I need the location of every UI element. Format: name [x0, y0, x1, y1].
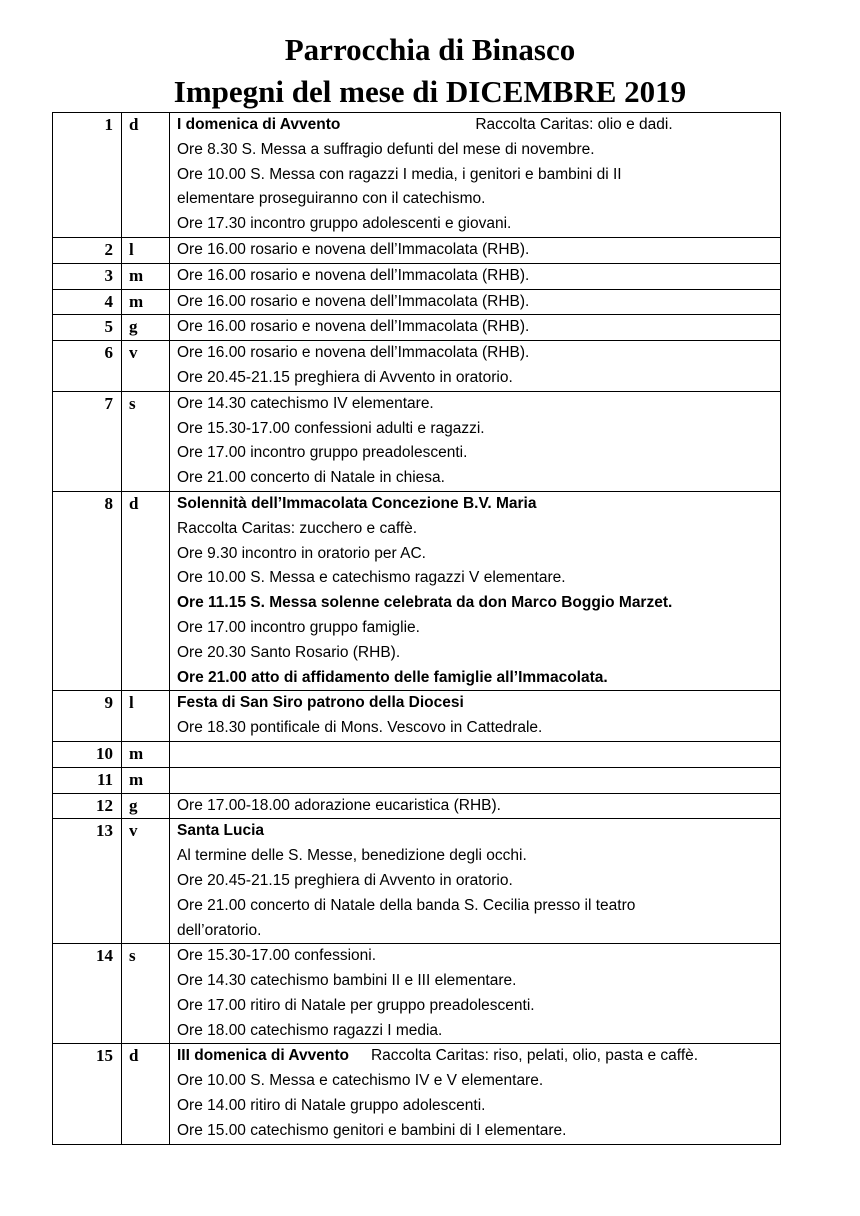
table-row [53, 315, 781, 341]
event-text: Ore 17.30 incontro gruppo adolescenti e giovani. [177, 215, 512, 233]
table-row [53, 793, 781, 819]
event-line [177, 315, 780, 340]
calendar-table [52, 112, 781, 1145]
table-row [53, 237, 781, 263]
events-cell [170, 491, 781, 690]
event-line [177, 466, 780, 491]
day-number: 4 [53, 289, 122, 315]
event-line [177, 113, 780, 138]
event-line [177, 163, 780, 188]
table-row [53, 691, 781, 742]
empty-events [177, 742, 780, 767]
day-number: 9 [53, 691, 122, 742]
event-text: Ore 16.00 rosario e novena dell’Immacolata (RHB). [177, 318, 530, 336]
events-cell [170, 315, 781, 341]
table-row [53, 491, 781, 690]
event-text: Ore 17.00-18.00 adorazione eucaristica (RHB). [177, 796, 501, 814]
day-number: 12 [53, 793, 122, 819]
caritas-collection: Raccolta Caritas: riso, pelati, olio, pasta e caffè. [370, 1047, 699, 1065]
table-row [53, 819, 781, 944]
day-number: 14 [53, 944, 122, 1044]
event-text: Ore 16.00 rosario e novena dell’Immacolata (RHB). [177, 344, 530, 362]
events-cell [170, 341, 781, 392]
event-line [177, 238, 780, 263]
event-line [177, 441, 780, 466]
weekday-letter: m [122, 741, 170, 767]
table-row [53, 767, 781, 793]
event-heading: Festa di San Siro patrono della Diocesi [177, 694, 464, 712]
day-number: 6 [53, 341, 122, 392]
event-text: Ore 17.00 ritiro di Natale per gruppo preadolescenti. [177, 996, 535, 1014]
day-number: 11 [53, 767, 122, 793]
day-number: 2 [53, 237, 122, 263]
day-number: 5 [53, 315, 122, 341]
weekday-letter: g [122, 315, 170, 341]
weekday-letter: m [122, 263, 170, 289]
event-heading: Ore 11.15 S. Messa solenne celebrata da don Marco Boggio Marzet. [177, 594, 673, 612]
day-number: 15 [53, 1044, 122, 1144]
event-line [177, 517, 780, 542]
table-row [53, 113, 781, 238]
events-cell [170, 793, 781, 819]
weekday-letter: d [122, 113, 170, 238]
event-line [177, 794, 780, 819]
events-cell [170, 1044, 781, 1144]
event-heading: III domenica di Avvento [177, 1047, 349, 1065]
event-line [177, 641, 780, 666]
events-cell [170, 263, 781, 289]
event-heading: Ore 21.00 atto di affidamento delle famiglie all’Immacolata. [177, 668, 608, 686]
event-text: Ore 16.00 rosario e novena dell’Immacolata (RHB). [177, 240, 530, 258]
event-text: Ore 16.00 rosario e novena dell’Immacolata (RHB). [177, 266, 530, 284]
event-text: Ore 8.30 S. Messa a suffragio defunti del mese di novembre. [177, 140, 595, 158]
event-line [177, 1044, 780, 1069]
events-cell [170, 391, 781, 491]
event-line [177, 894, 780, 919]
event-line [177, 1069, 780, 1094]
event-text: Ore 17.00 incontro gruppo famiglie. [177, 618, 420, 636]
event-text: Ore 10.00 S. Messa con ragazzi I media, i genitori e bambini di II [177, 165, 622, 183]
event-line [177, 290, 780, 315]
event-text: Ore 14.00 ritiro di Natale gruppo adolescenti. [177, 1097, 486, 1115]
event-line [177, 566, 780, 591]
day-number: 7 [53, 391, 122, 491]
caritas-collection: Raccolta Caritas: olio e dadi. [475, 116, 673, 133]
event-heading: Santa Lucia [177, 822, 264, 840]
weekday-letter: d [122, 491, 170, 690]
event-text: elementare proseguiranno con il catechismo. [177, 190, 486, 208]
event-line [177, 392, 780, 417]
event-heading: I domenica di Avvento [177, 116, 341, 133]
empty-events [177, 768, 780, 793]
event-text: Ore 18.30 pontificale di Mons. Vescovo in Cattedrale. [177, 719, 543, 737]
event-line [177, 542, 780, 567]
event-line [177, 869, 780, 894]
event-line [177, 187, 780, 212]
event-line [177, 366, 780, 391]
table-row [53, 263, 781, 289]
weekday-letter: l [122, 691, 170, 742]
event-line [177, 691, 780, 716]
events-cell [170, 237, 781, 263]
table-row [53, 289, 781, 315]
event-line [177, 616, 780, 641]
table-row [53, 341, 781, 392]
weekday-letter: d [122, 1044, 170, 1144]
event-line [177, 1019, 780, 1044]
weekday-letter: g [122, 793, 170, 819]
event-text: Ore 15.00 catechismo genitori e bambini di I elementare. [177, 1121, 567, 1139]
events-cell [170, 944, 781, 1044]
event-line [177, 264, 780, 289]
month-title: Impegni del mese di DICEMBRE 2019 [173, 74, 687, 109]
event-text: Al termine delle S. Messe, benedizione degli occhi. [177, 847, 527, 865]
weekday-letter: m [122, 289, 170, 315]
event-text: Ore 15.30-17.00 confessioni adulti e ragazzi. [177, 419, 485, 437]
event-heading: Solennità dell’Immacolata Concezione B.V. Maria [177, 494, 537, 512]
weekday-letter: s [122, 391, 170, 491]
event-text: Ore 16.00 rosario e novena dell’Immacolata (RHB). [177, 292, 530, 310]
event-text: Ore 20.30 Santo Rosario (RHB). [177, 643, 401, 661]
event-text: dell’oratorio. [177, 921, 262, 939]
event-line [177, 919, 780, 944]
day-number: 8 [53, 491, 122, 690]
event-text: Ore 18.00 catechismo ragazzi I media. [177, 1021, 443, 1039]
parish-title: Parrocchia di Binasco [284, 32, 576, 67]
event-line [177, 819, 780, 844]
events-cell [170, 691, 781, 742]
weekday-letter: v [122, 341, 170, 392]
event-line [177, 492, 780, 517]
event-line [177, 212, 780, 237]
event-text: Raccolta Caritas: zucchero e caffè. [177, 519, 418, 537]
events-cell [170, 289, 781, 315]
event-line [177, 969, 780, 994]
weekday-letter: m [122, 767, 170, 793]
event-text: Ore 15.30-17.00 confessioni. [177, 947, 377, 965]
event-text: Ore 14.30 catechismo IV elementare. [177, 394, 434, 412]
event-text: Ore 20.45-21.15 preghiera di Avvento in oratorio. [177, 871, 513, 889]
events-cell [170, 741, 781, 767]
event-line [177, 1094, 780, 1119]
event-line [177, 944, 780, 969]
event-line [177, 591, 780, 616]
event-text: Ore 10.00 S. Messa e catechismo ragazzi V elementare. [177, 569, 566, 587]
day-number: 1 [53, 113, 122, 238]
table-row [53, 741, 781, 767]
event-line [177, 138, 780, 163]
weekday-letter: s [122, 944, 170, 1044]
event-line [177, 341, 780, 366]
event-line [177, 417, 780, 442]
event-text: Ore 21.00 concerto di Natale della banda S. Cecilia presso il teatro [177, 896, 636, 914]
event-line [177, 994, 780, 1019]
events-cell [170, 819, 781, 944]
event-line [177, 716, 780, 741]
weekday-letter: v [122, 819, 170, 944]
event-text: Ore 14.30 catechismo bambini II e III elementare. [177, 972, 517, 990]
events-cell [170, 767, 781, 793]
day-number: 13 [53, 819, 122, 944]
event-text: Ore 10.00 S. Messa e catechismo IV e V elementare. [177, 1072, 544, 1090]
event-text: Ore 17.00 incontro gruppo preadolescenti. [177, 444, 468, 462]
day-number: 10 [53, 741, 122, 767]
event-text: Ore 21.00 concerto di Natale in chiesa. [177, 469, 445, 487]
day-number: 3 [53, 263, 122, 289]
events-cell [170, 113, 781, 238]
event-text: Ore 9.30 incontro in oratorio per AC. [177, 544, 426, 562]
table-row [53, 391, 781, 491]
event-line [177, 1119, 780, 1144]
event-line [177, 844, 780, 869]
weekday-letter: l [122, 237, 170, 263]
event-line [177, 666, 780, 691]
table-row [53, 1044, 781, 1144]
event-text: Ore 20.45-21.15 preghiera di Avvento in oratorio. [177, 368, 513, 386]
table-row [53, 944, 781, 1044]
